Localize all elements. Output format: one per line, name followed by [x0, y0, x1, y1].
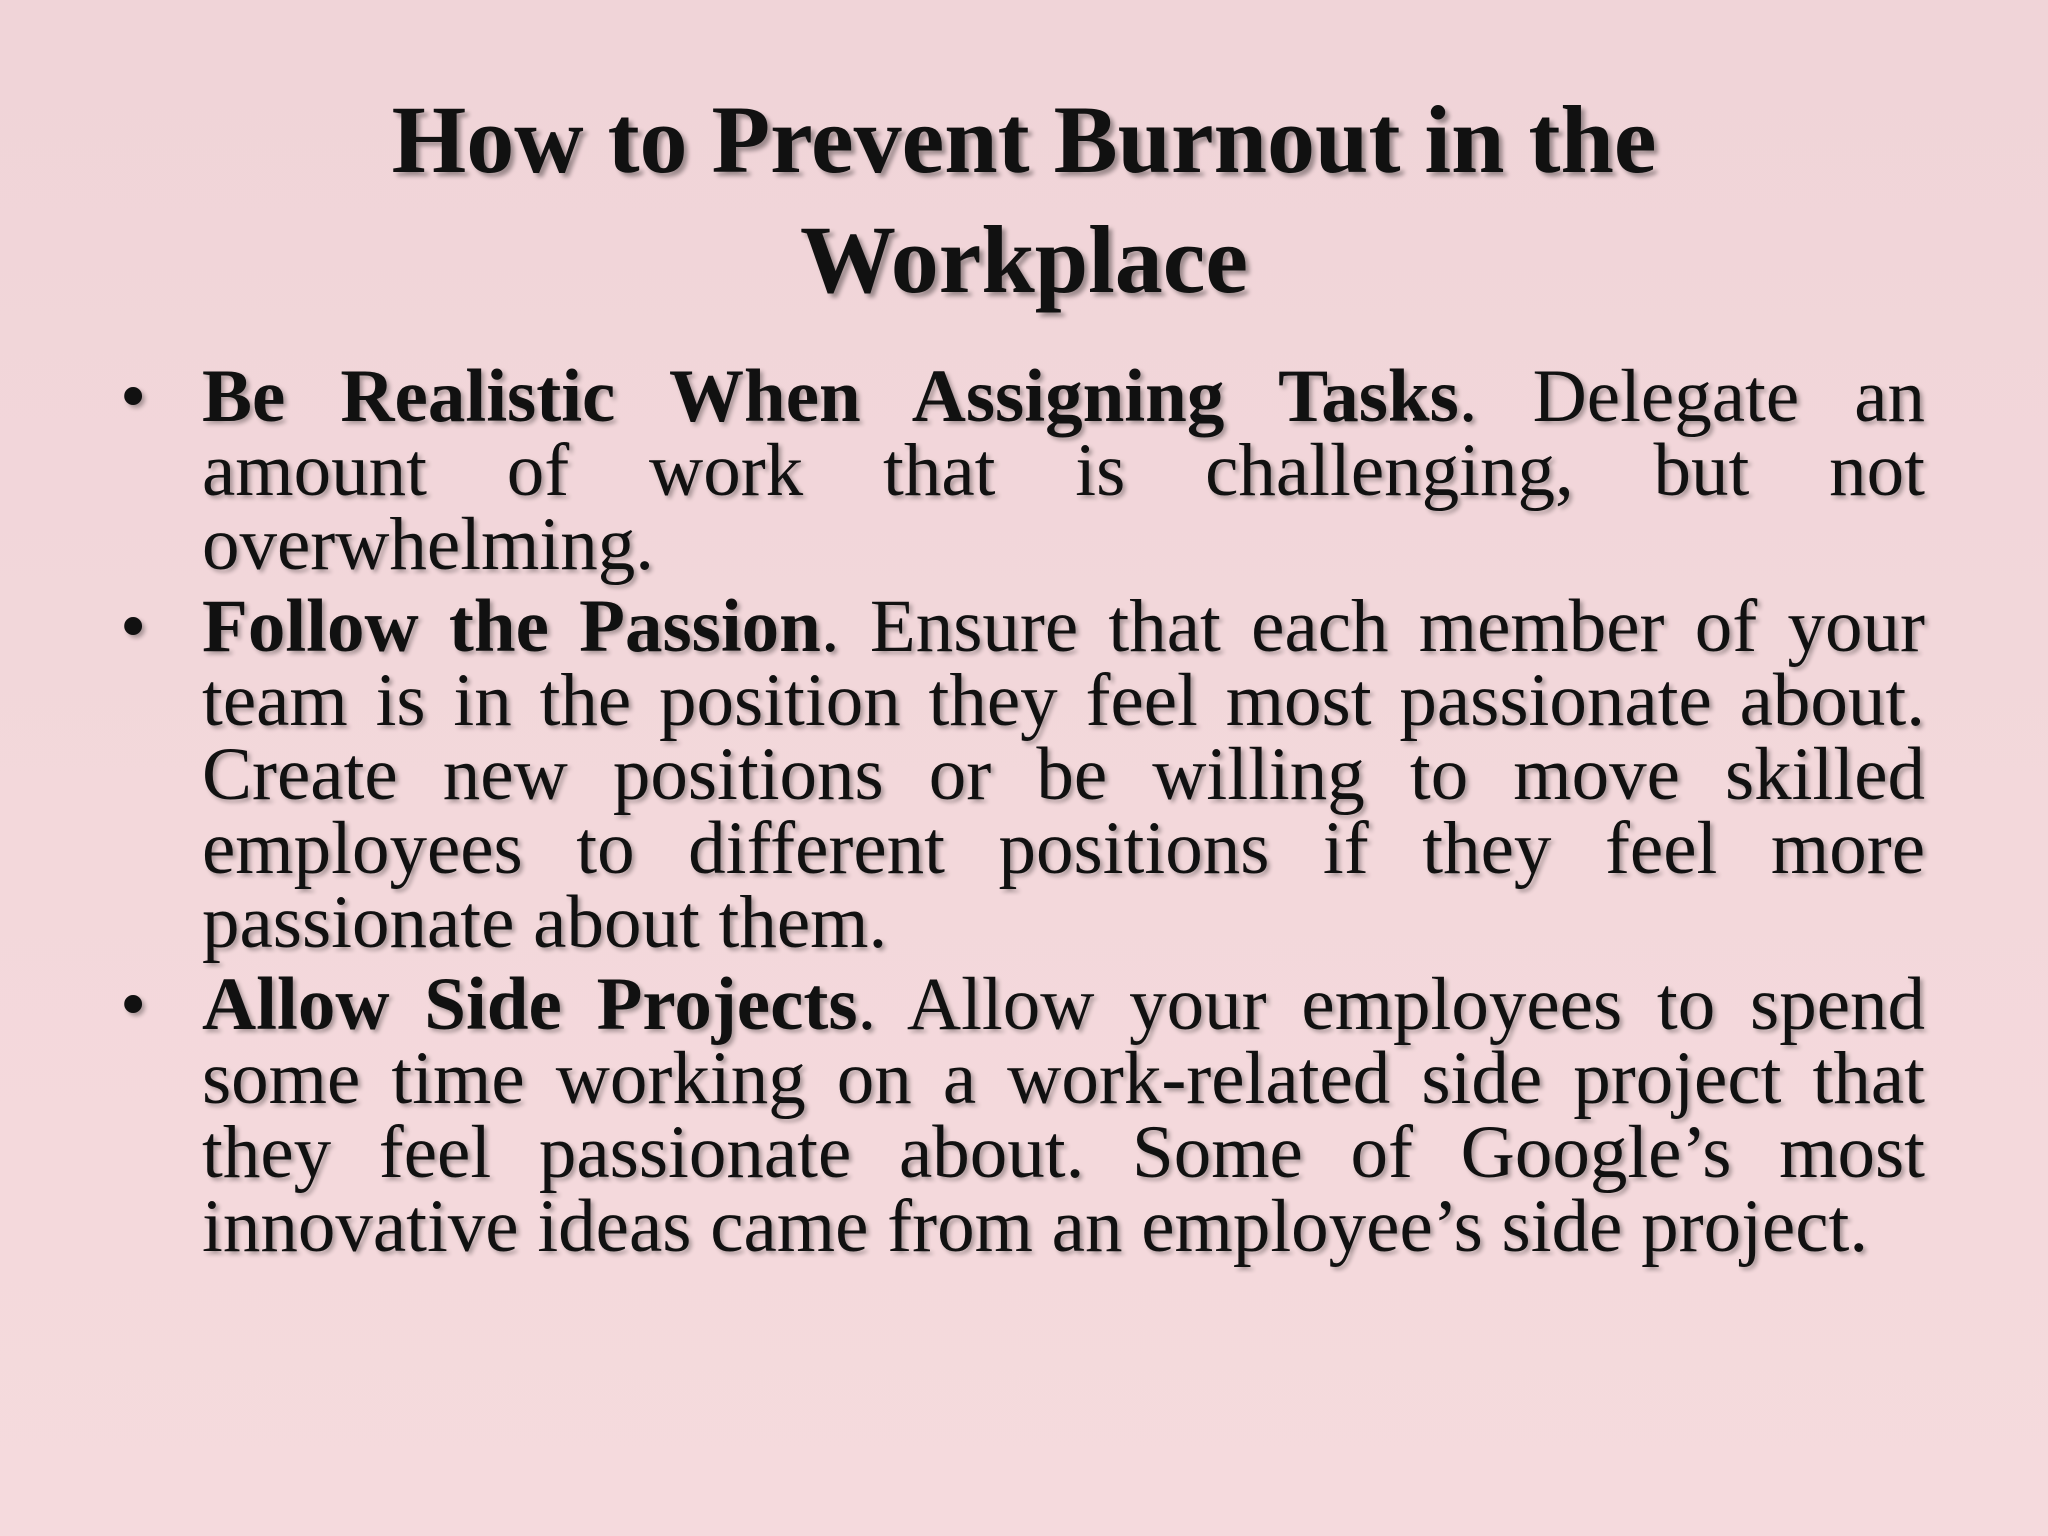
- bullet-heading: Follow the Passion: [202, 585, 821, 668]
- bullet-body: . Delegate an amount of work that is challenging, but not overwhelming.: [202, 355, 1925, 586]
- bullet-icon: •: [120, 585, 147, 668]
- bullet-heading: Be Realistic When Assigning Tasks: [202, 355, 1459, 438]
- bullet-item-side-projects: [120, 963, 1925, 1268]
- bullet-item-realistic-tasks: [120, 355, 1925, 586]
- slide-title-line-2: Workplace: [800, 206, 1248, 313]
- slide-title: [200, 80, 1848, 320]
- bullet-icon: •: [120, 963, 147, 1046]
- bullet-body: . Ensure that each member of your team is in the position they feel most passionate about. Create new positions or be willing to move skilled employees to different positions if they feel more passionate about them.: [202, 585, 1925, 964]
- bullet-body: . Allow your employees to spend some time working on a work-related side project that they feel passionate about. Some of Google’s most innovative ideas came from an employee’s side project.: [202, 963, 1925, 1268]
- slide-title-line-1: How to Prevent Burnout in the: [391, 86, 1657, 193]
- bullet-heading: Allow Side Projects: [202, 963, 858, 1046]
- bullet-list: [120, 355, 1925, 1272]
- bullet-item-follow-passion: [120, 585, 1925, 964]
- bullet-icon: •: [120, 355, 147, 438]
